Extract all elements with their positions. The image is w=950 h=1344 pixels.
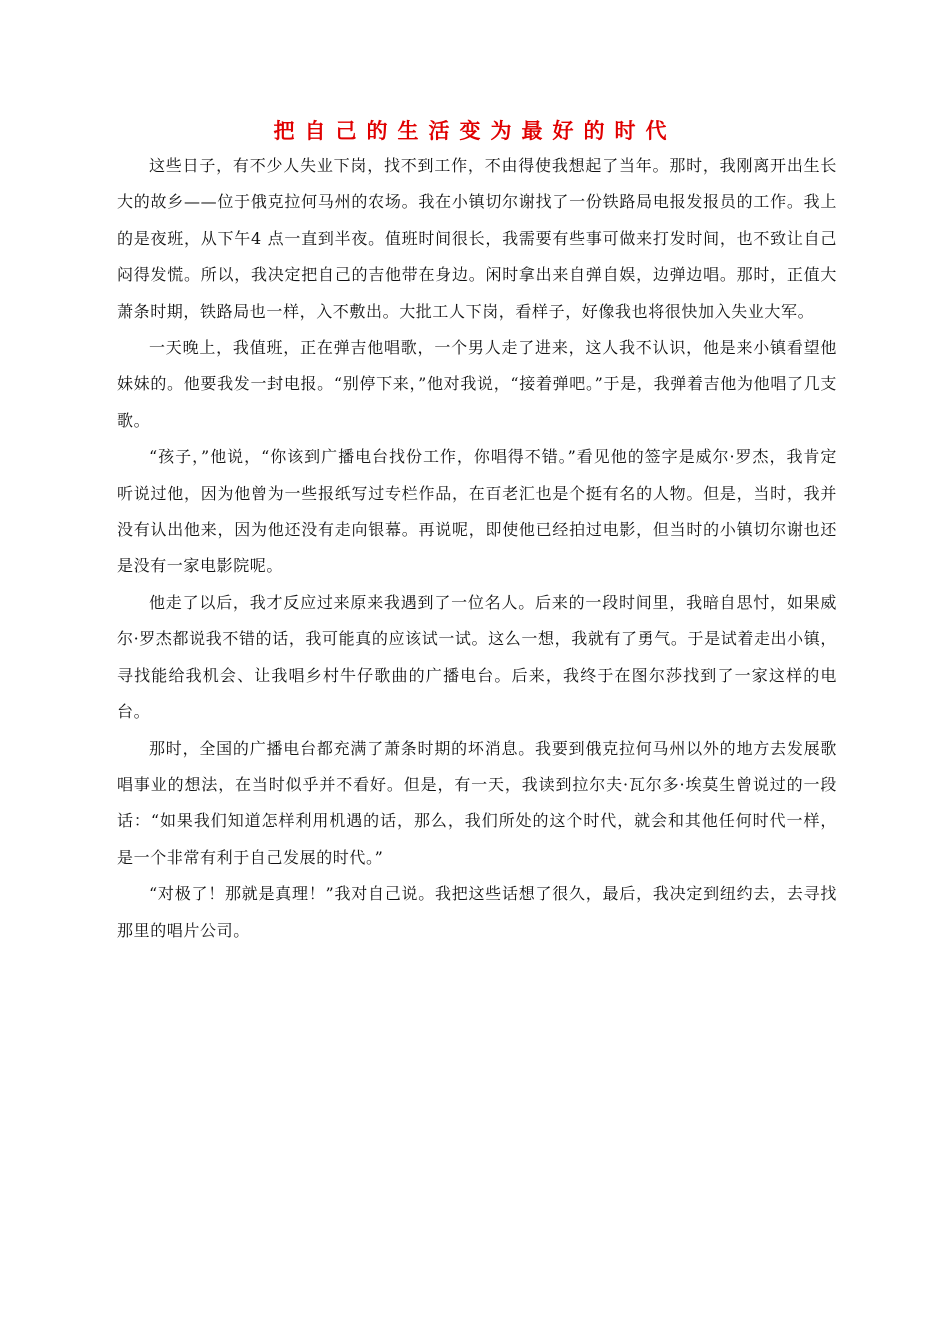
paragraph: 他走了以后，我才反应过来原来我遇到了一位名人。后来的一段时间里，我暗自思忖，如果威尔·罗杰都说我不错的话，我可能真的应该试一试。这么一想，我就有了勇气。于是试着走出小镇，寻找能给我机会、让我唱乡村牛仔歌曲的广播电台。后来，我终于在图尔莎找到了一家这样的电台。 <box>117 592 837 722</box>
paragraph: “对极了！那就是真理！”我对自己说。我把这些话想了很久，最后，我决定到纽约去，去寻找那里的唱片公司。 <box>117 884 837 940</box>
paragraph: 那时，全国的广播电台都充满了萧条时期的坏消息。我要到俄克拉何马州以外的地方去发展歌唱事业的想法，在当时似乎并不看好。但是，有一天，我读到拉尔夫·瓦尔多·埃莫生曾说过的一段话：“如果我们知道怎样利用机遇的话，那么，我们所处的这个时代，就会和其他任何时代一样，是一个非常有利于自己发展的时代。” <box>117 738 837 867</box>
document-title: 把自己的生活变为最好的时代 <box>273 119 677 143</box>
paragraph: 一天晚上，我值班，正在弹吉他唱歌，一个男人走了进来，这人我不认识，他是来小镇看望他妹妹的。他要我发一封电报。“别停下来，”他对我说，“接着弹吧。”于是，我弹着吉他为他唱了几支歌。 <box>117 338 837 430</box>
paragraph: “孩子，”他说，“你该到广播电台找份工作，你唱得不错。”看见他的签字是威尔·罗杰，我肯定听说过他，因为他曾为一些报纸写过专栏作品，在百老汇也是个挺有名的人物。但是，当时，我并没有认出他来，因为他还没有走向银幕。再说呢，即使他已经拍过电影，但当时的小镇切尔谢也还是没有一家电影院呢。 <box>117 447 837 576</box>
document-body <box>117 148 837 949</box>
paragraph: 这些日子，有不少人失业下岗，找不到工作，不由得使我想起了当年。那时，我刚离开出生长大的故乡——位于俄克拉何马州的农场。我在小镇切尔谢找了一份铁路局电报发报员的工作。我上的是夜班，从下午4 点一直到半夜。值班时间很长，我需要有些事可做来打发时间，也不致让自己闷得发慌。所以，我决定把自己的吉他带在身边。闲时拿出来自弹自娱，边弹边唱。那时，正值大萧条时期，铁路局也一样，入不敷出。大批工人下岗，看样子，好像我也将很快加入失业大军。 <box>117 156 837 321</box>
